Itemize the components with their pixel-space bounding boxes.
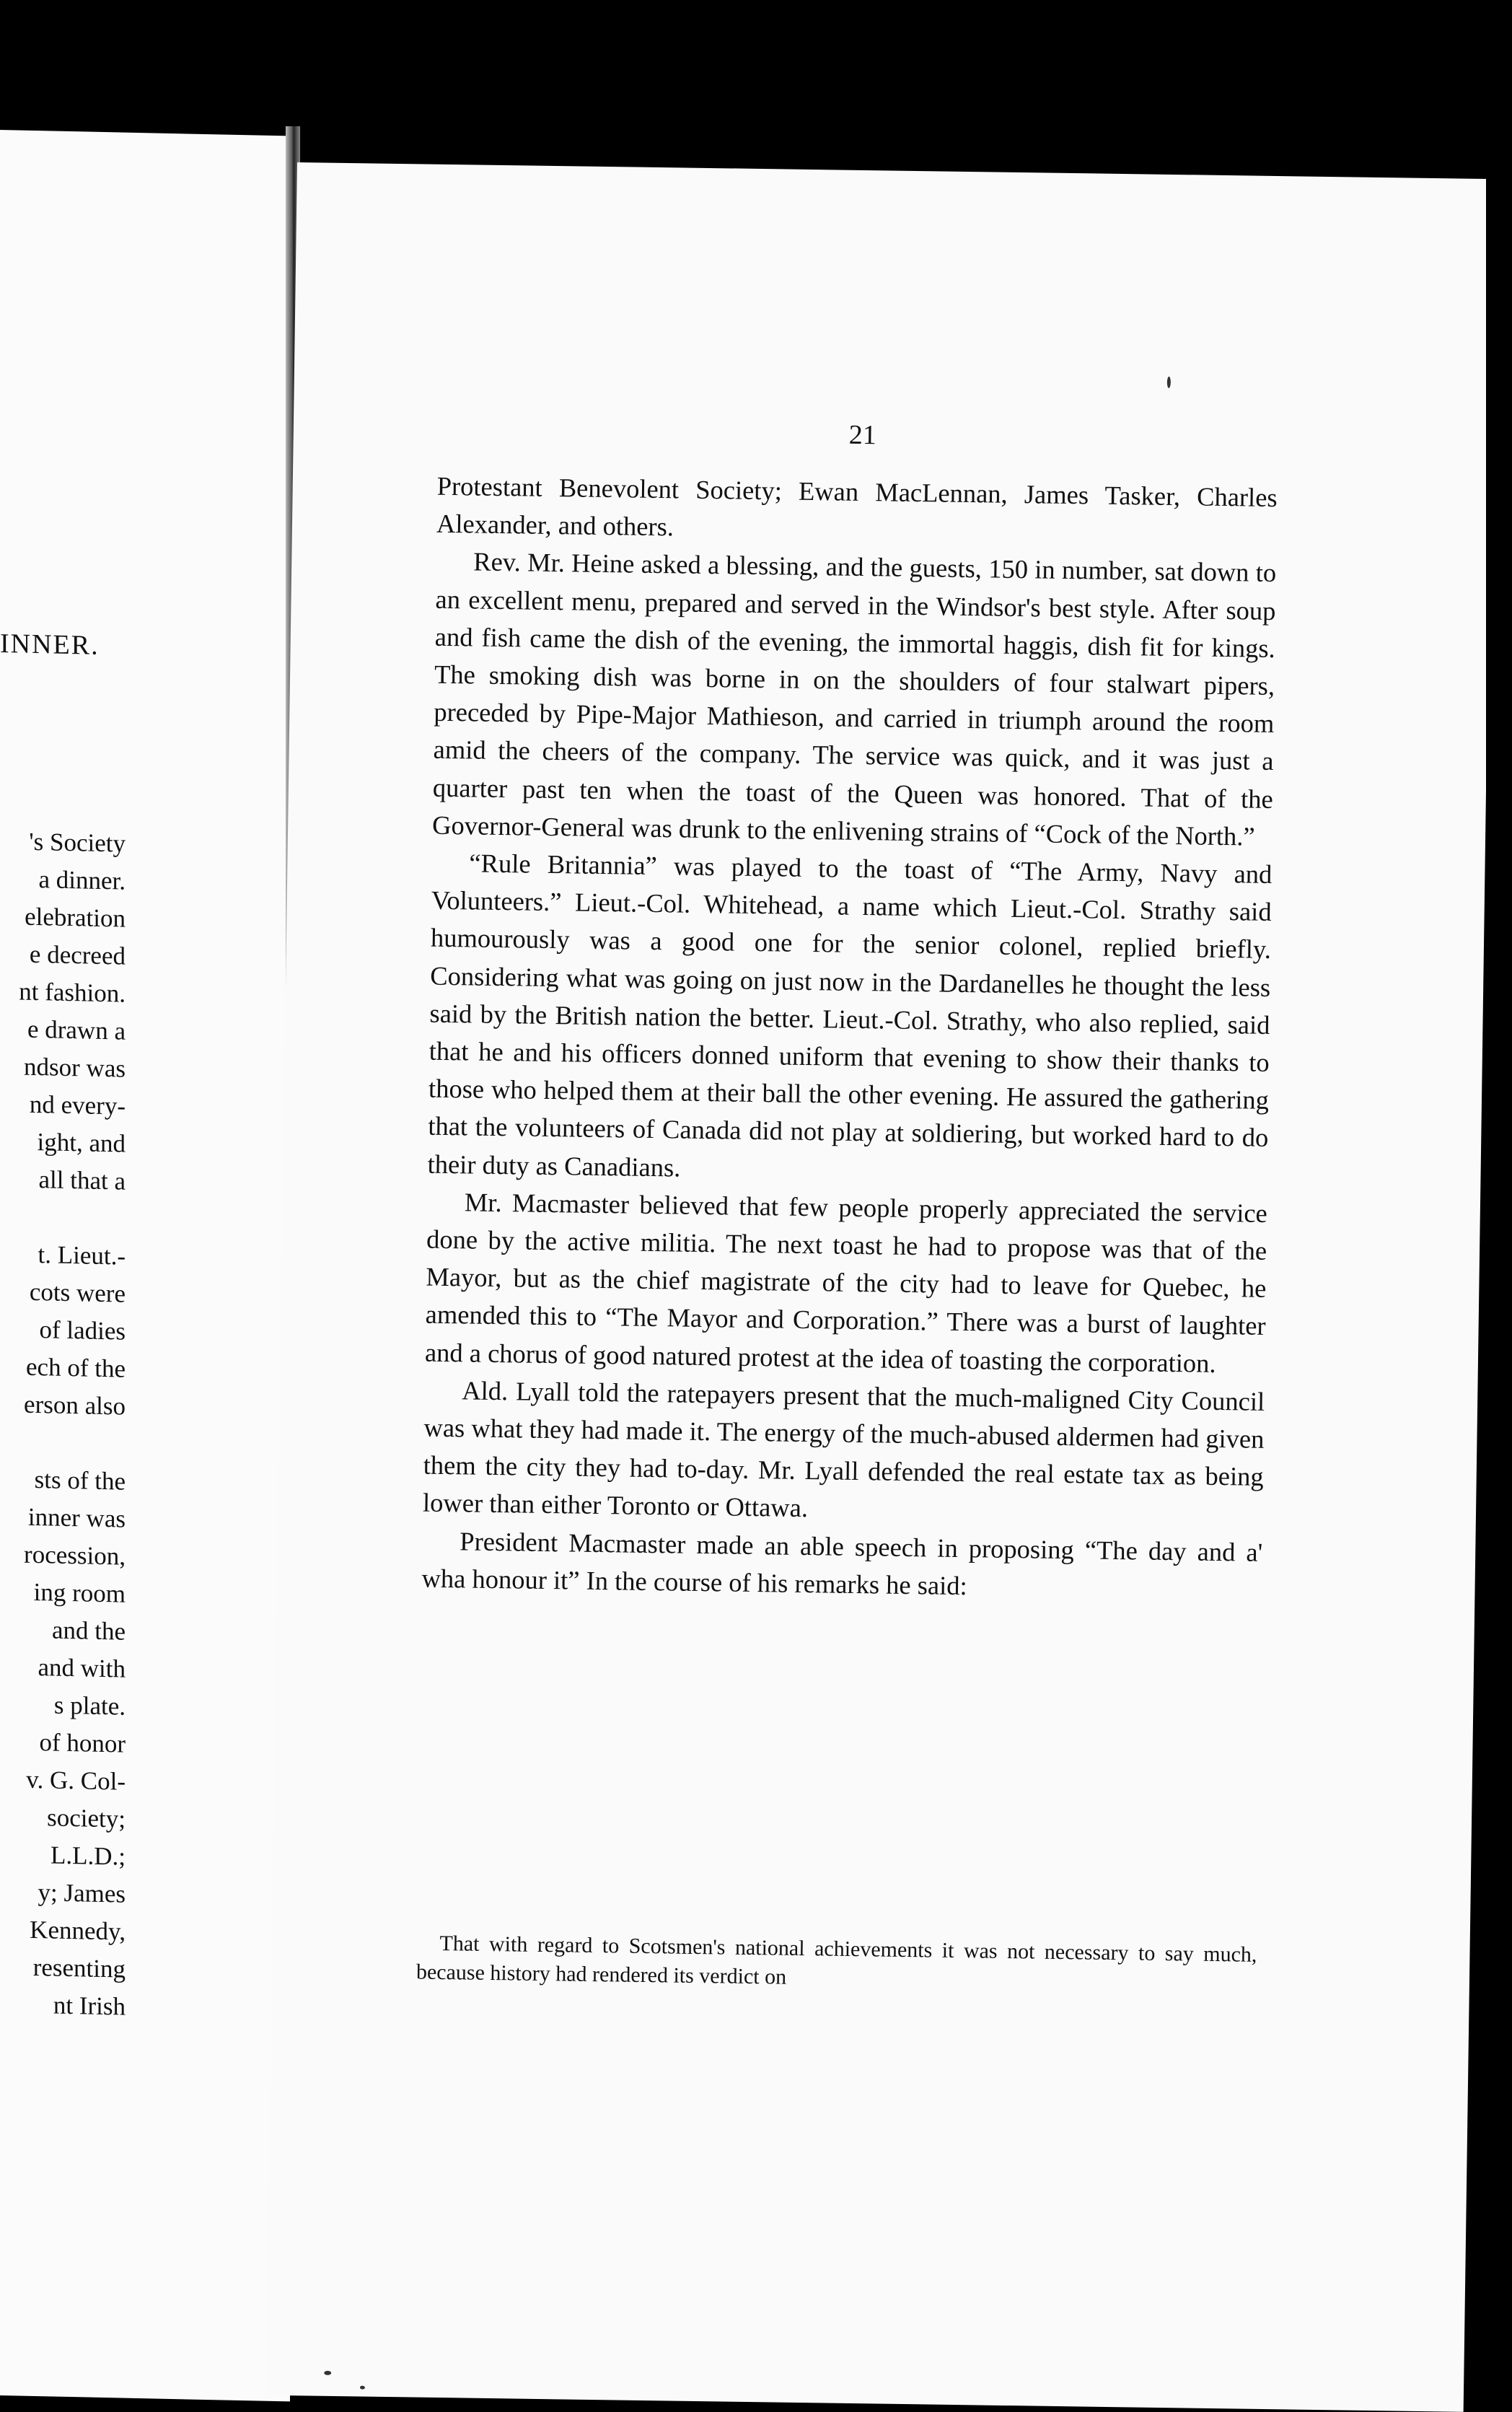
left-page-line: e drawn a (27, 1014, 126, 1045)
left-page-line: y; James (38, 1878, 126, 1908)
left-page-line: erson also (24, 1390, 126, 1421)
scan-border-top (0, 0, 1512, 152)
left-page-line: and with (38, 1653, 126, 1683)
left-page-line: resenting (32, 1952, 126, 1983)
left-page-line: cots were (29, 1277, 126, 1308)
left-page (0, 130, 290, 2401)
left-page-line: v. G. Col- (26, 1765, 126, 1796)
left-page-line: t. Lieut.- (38, 1240, 126, 1271)
left-page-line: ech of the (26, 1352, 126, 1383)
quoted-remarks (416, 1929, 1257, 1999)
left-page-line: of ladies (39, 1315, 126, 1346)
article-body (421, 468, 1278, 1609)
left-page-line: society; (47, 1803, 126, 1833)
left-page-line: Kennedy, (30, 1915, 126, 1946)
left-page-line: of honor (39, 1728, 126, 1758)
scan-speck (1167, 377, 1171, 388)
left-page-line: nt fashion. (19, 977, 126, 1008)
paragraph: Ald. Lyall told the ratepayers present that the much-maligned City Council was what they had made it. The energy of the much-abused aldermen had given them the city they had to-day. Mr. Lyall defended the real estate tax as being lower than either Toronto or Ottawa. (422, 1375, 1265, 1523)
left-page-line: nd every- (29, 1089, 126, 1121)
scan-border-right (1486, 144, 1512, 2395)
paragraph: President Macmaster made an able speech in proposing “The day and a' wha honour it” In the course of his remarks he said: (421, 1526, 1263, 1601)
left-page-line: rocession, (24, 1540, 126, 1571)
left-page-line: L.L.D.; (50, 1841, 126, 1871)
left-page-line: 's Society (29, 827, 126, 858)
left-page-line: ing room (33, 1577, 126, 1608)
left-page-line: all that a (38, 1165, 126, 1196)
left-page-line: and the (51, 1615, 126, 1646)
left-page-line: a dinner. (38, 865, 126, 895)
page-number: 21 (848, 419, 877, 451)
paragraph: “Rule Britannia” was played to the toast of “The Army, Navy and Volunteers.” Lieut.-Col. Whitehead, a name which Lieut.-Col. Strathy said humourously was a good one for the senior colonel, replied briefly. Considering what was going on just now in the Dardanelles he thought the less said by the British nation the better. Lieut.-Col. Strathy, who also replied, said that he and his officers donned uniform that evening to show their thanks to those who helped them at their ball the other evening. He assured the gathering that the volunteers of Canada did not play at soldiering, but worked hard to do their duty as Canadians. (427, 848, 1273, 1183)
left-page-line: e decreed (29, 939, 126, 970)
left-page-heading: INNER. (0, 628, 100, 661)
paragraph: Protestant Benevolent Society; Ewan MacLennan, James Tasker, Charles Alexander, and others. (436, 470, 1278, 542)
left-page-line: sts of the (34, 1465, 126, 1496)
left-page-line: inner was (27, 1502, 126, 1533)
left-page-line: s plate. (53, 1690, 126, 1721)
left-page-line: ight, and (37, 1128, 126, 1158)
left-page-line: elebration (25, 902, 126, 933)
scan-speck (324, 2371, 331, 2375)
paragraph: Rev. Mr. Heine asked a blessing, and the guests, 150 in number, sat down to an excellent menu, prepared and served in the Windsor's best style. After soup and fish came the dish of the evening, the immortal haggis, dish fit for kings. The smoking dish was borne in on the shoulders of four stalwart pipers, preceded by Pipe-Major Mathieson, and carried in triumph around the room amid the cheers of the company. The service was quick, and it was just a quarter past ten when the toast of the Queen was honored. That of the Governor-General was drunk to the enlivening strains of “Cock of the North.” (431, 546, 1277, 851)
quote-text: That with regard to Scotsmen's national achievements it was not necessary to say much, because history had rendered its verdict on (416, 1931, 1257, 1989)
left-page-line: nt Irish (53, 1991, 126, 2021)
left-page-text (0, 820, 126, 2021)
scan-speck (360, 2386, 365, 2390)
left-page-line: ndsor was (24, 1052, 126, 1083)
paragraph: Mr. Macmaster believed that few people properly appreciated the service done by the active militia. The next toast he had to propose was that of the Mayor, but as the chief magistrate of the city had to leave for Quebec, he amended this to “The Mayor and Corporation.” There was a burst of laughter and a chorus of good natured protest at the idea of toasting the corporation. (424, 1187, 1268, 1378)
right-page (266, 162, 1495, 2412)
